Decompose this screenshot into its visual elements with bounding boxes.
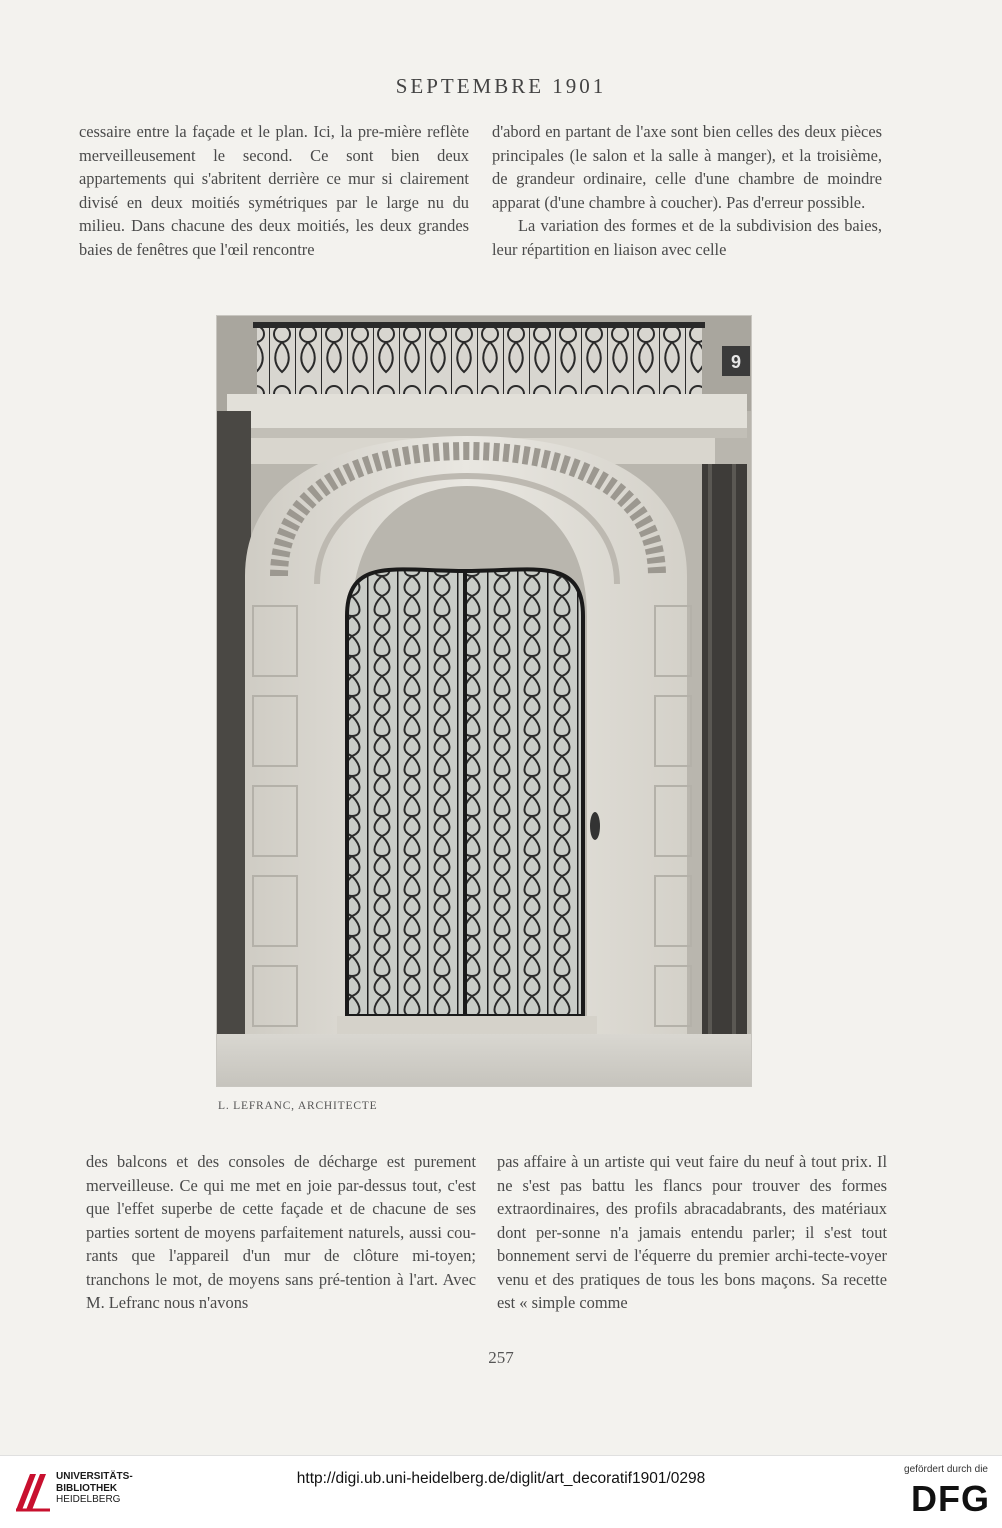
funding-label: gefördert durch die (904, 1464, 988, 1475)
dfg-logo: DFG (911, 1478, 990, 1519)
page-number: 257 (488, 1348, 514, 1367)
running-title: SEPTEMBRE 1901 (395, 74, 607, 98)
threshold (337, 1016, 597, 1034)
text-column-right-bottom (497, 1150, 887, 1315)
paragraph: cessaire entre la façade et le plan. Ici, la pre-mière reflète merveilleusement le second. Ce sont bien deux appartements qui s'abritent derrière ce mur si clairement divisé en deux moitiés symétriques par le large nu du milieu. Dans chacune des deux moitiés, les deux grandes baies de fenêtres que l'œil rencontre (79, 122, 469, 259)
paragraph: des balcons et des consoles de décharge est purement merveilleuse. Ce qui me met en joie par-dessus tout, c'est que l'effet superbe de cette façade et de chacune de ses parties sortent de moyens parfaitement naturels, aussi cou-rants que l'appareil d'un mur de clôture mi-toyen; tranchons le mot, de moyens sans pré-tention à l'art. Avec M. Lefranc nous n'avons (86, 1152, 476, 1312)
text-column-left-top (79, 120, 469, 261)
sidewalk (217, 1034, 751, 1086)
library-name-line2: BIBLIOTHEK (56, 1482, 118, 1494)
text-column-left-bottom (86, 1150, 476, 1315)
door-knocker-icon (590, 812, 600, 840)
paragraph: pas affaire à un artiste qui veut faire du neuf à tout prix. Il ne s'est pas battu les flancs pour trouver des formes extraordinaires, des profils abracadabrants, des matériaux dont per-sonne n'a jamais entendu parler; il s'est tout bonnement servi de l'équerre du premier archi-tecte-voyer venu et des pratiques de tous les bons maçons. Sa recette est « simple comme (497, 1152, 887, 1312)
library-name-line1: UNIVERSITÄTS- (56, 1471, 133, 1482)
figure-caption: L. LEFRANC, ARCHITECTE (218, 1100, 378, 1112)
house-number: 9 (730, 352, 742, 372)
text-column-right-top (492, 120, 882, 261)
photograph-plate (216, 315, 752, 1087)
library-name-line3: HEIDELBERG (56, 1494, 121, 1505)
paragraph: La variation des formes et de la subdivision des baies, leur répartition en liaison avec celle (492, 216, 882, 259)
permalink-url[interactable]: http://digi.ub.uni-heidelberg.de/diglit/art_decoratif1901/0298 (296, 1470, 706, 1487)
doorway-photograph (217, 316, 751, 1086)
paragraph: d'abord en partant de l'axe sont bien celles des deux pièces principales (le salon et la salle à manger), et la troisième, de grandeur ordinaire, celle d'une chambre de moindre apparat (d'une chambre à coucher). Pas d'erreur possible. (492, 122, 882, 212)
digitization-footer (0, 1455, 1002, 1528)
